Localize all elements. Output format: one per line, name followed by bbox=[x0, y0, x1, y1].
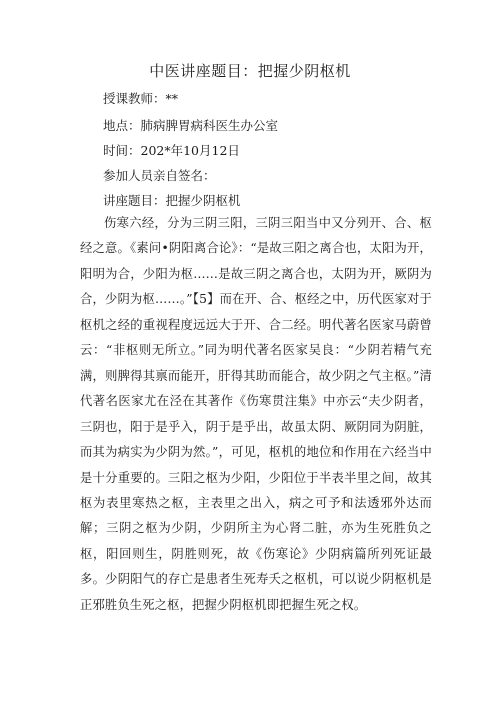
body-paragraph: 伤寒六经，分为三阴三阳，三阴三阳当中又分列开、合、枢经之意。《素问•阴阳离合论》：“是故三阳之离合也，太阳为开，阳明为合，少阳为枢……是故三阴之离合也，太阴为开，厥阴为合，少阴为枢……。”【5】而在开、合、枢经之中，历代医家对于枢机之经的重视程度远远大于开、合二经。明代著名医家马蔚曾云：“非枢则无所立。”同为明代著名医家吴良：“少阴若精气充满，则脾得其禀而能开，肝得其助而能合，故少阴之气主枢。”清代著名医家尤在泾在其著作《伤寒贯注集》中亦云“夫少阴者，三阴也，阳于是乎入，阴于是乎出，故虽太阴、厥阴同为阴脏，而其为病实为少阴为然。”，可见，枢机的地位和作用在六经当中是十分重要的。三阳之枢为少阳，少阳位于半表半里之间，故其枢为表里寒热之枢，主表里之出入，病之可予和法透邪外达而解；三阴之枢为少阴，少阴所主为心肾二脏，亦为生死胜负之枢，阳回则生，阴胜则死，故《伤寒论》少阴病篇所列死证最多。少阴阳气的存亡是患者生死寿夭之枢机，可以说少阴枢机是正邪胜负生死之枢，把握少阴枢机即把握生死之权。 bbox=[80, 216, 432, 612]
lecture-topic-line: 讲座题目：把握少阴枢机 bbox=[103, 193, 241, 208]
time-line: 时间：202*年10月12日 bbox=[103, 143, 240, 158]
attendees-signature-line: 参加人员亲自签名： bbox=[103, 168, 216, 183]
document-title: 中医讲座题目：把握少阴枢机 bbox=[149, 62, 351, 80]
teacher-line: 授课教师：** bbox=[103, 91, 179, 106]
location-line: 地点：肺病脾胃病科医生办公室 bbox=[103, 118, 279, 133]
